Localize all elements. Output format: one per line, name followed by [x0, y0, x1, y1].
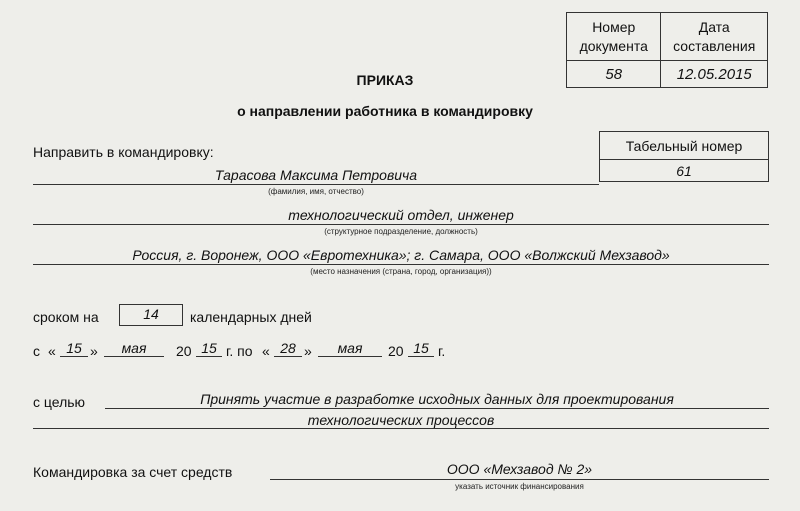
page-title: ПРИКАЗ — [356, 72, 414, 88]
date-to-day-line — [274, 356, 302, 357]
page-subtitle: о направлении работника в командировку — [237, 103, 533, 119]
department-caption: (структурное подразделение, должность) — [324, 227, 478, 236]
date-from-month: мая — [121, 340, 147, 356]
date-to-month-line — [318, 356, 382, 357]
department-value: технологический отдел, инженер — [288, 207, 514, 223]
date-from-year: 15 — [201, 340, 217, 356]
employee-name: Тарасова Максима Петровича — [214, 167, 418, 183]
date-from-quote-close: » — [90, 343, 98, 359]
department-underline — [33, 224, 769, 225]
purpose-line-2: технологических процессов — [307, 412, 495, 428]
date-to-year: 15 — [413, 340, 429, 356]
date-from-day-line — [60, 356, 88, 357]
date-from-year-prefix: 20 — [176, 343, 192, 359]
destination-underline — [33, 264, 769, 265]
date-to-quote-open: « — [262, 343, 270, 359]
tab-number-table — [599, 131, 769, 182]
date-from-day: 15 — [66, 340, 82, 356]
date-from-prefix: с — [33, 343, 40, 359]
employee-underline — [33, 184, 599, 185]
tab-number-value: 61 — [600, 160, 769, 182]
funding-caption: указать источник финансирования — [455, 482, 584, 491]
purpose-underline-1 — [105, 408, 769, 409]
date-to-year-prefix: 20 — [388, 343, 404, 359]
purpose-line-1: Принять участие в разработке исходных данных для проектирования — [200, 391, 674, 407]
date-end-label: г. — [438, 343, 446, 359]
date-to-year-line — [408, 356, 434, 357]
date-mid-label: г. по — [226, 343, 253, 359]
destination-caption: (место назначения (страна, город, организация)) — [310, 267, 492, 276]
term-days-box: 14 — [119, 304, 183, 326]
date-to-day: 28 — [280, 340, 296, 356]
document-number-header: Номер документа — [567, 13, 661, 61]
employee-caption: (фамилия, имя, отчество) — [268, 187, 364, 196]
funding-label: Командировка за счет средств — [33, 464, 233, 480]
destination-value: Россия, г. Воронеж, ООО «Евротехника»; г. Самара, ООО «Волжский Мехзавод» — [132, 247, 670, 263]
document-date-header: Дата составления — [661, 13, 768, 61]
document-number-value: 58 — [567, 61, 661, 88]
date-to-month: мая — [337, 340, 363, 356]
send-label: Направить в командировку: — [33, 144, 214, 160]
date-to-quote-close: » — [304, 343, 312, 359]
document-number-table — [566, 12, 768, 88]
purpose-underline-2 — [33, 428, 769, 429]
funding-underline — [270, 479, 769, 480]
date-from-quote-open: « — [48, 343, 56, 359]
date-from-year-line — [196, 356, 222, 357]
term-days-label: календарных дней — [190, 309, 312, 325]
tab-number-header: Табельный номер — [600, 132, 769, 160]
funding-value: ООО «Мехзавод № 2» — [446, 461, 593, 477]
date-from-month-line — [104, 356, 164, 357]
document-date-value: 12.05.2015 — [661, 61, 768, 88]
purpose-label: с целью — [33, 394, 86, 410]
term-label: сроком на — [33, 309, 99, 325]
